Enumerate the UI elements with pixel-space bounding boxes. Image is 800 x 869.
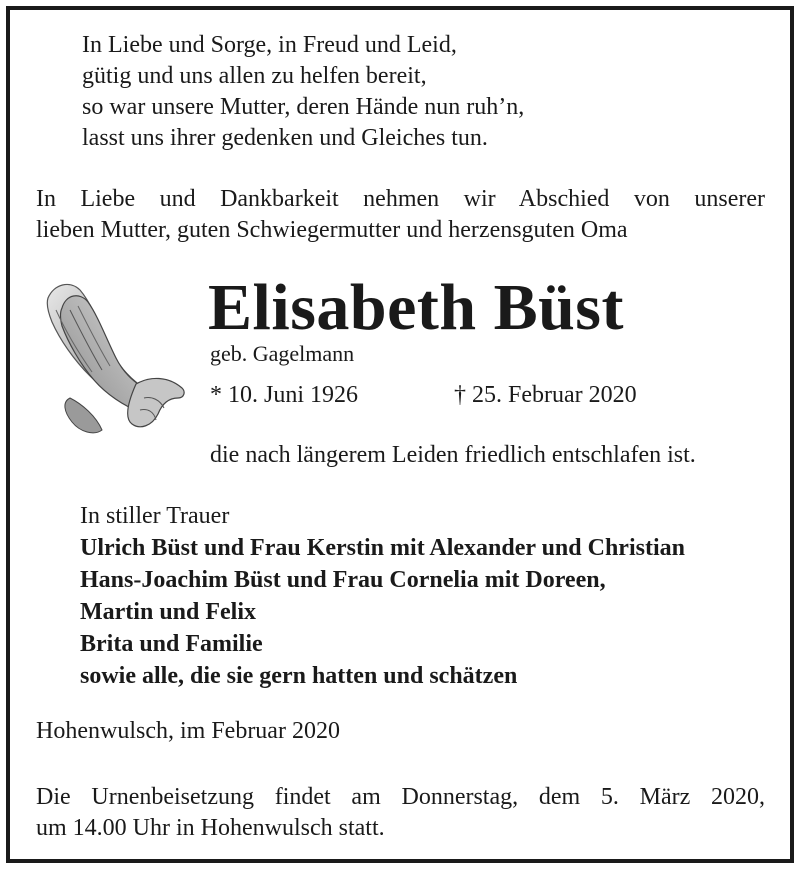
poem-line: In Liebe und Sorge, in Freud und Leid, bbox=[82, 32, 457, 58]
intro-line: In Liebe und Dankbarkeit nehmen wir Abschied von unserer bbox=[36, 186, 765, 212]
birth-date: * 10. Juni 1926 bbox=[210, 382, 359, 408]
mourner-line: Brita und Familie bbox=[80, 631, 263, 657]
birth-name: geb. Gagelmann bbox=[210, 341, 355, 366]
farewell-intro bbox=[36, 184, 765, 246]
poem-line: so war unsere Mutter, deren Hände nun ruh’n, bbox=[82, 94, 525, 120]
passing-text: die nach längerem Leiden friedlich entschlafen ist. bbox=[210, 442, 696, 468]
memorial-poem bbox=[82, 30, 524, 154]
mourners-block bbox=[80, 500, 685, 692]
burial-notice bbox=[36, 782, 765, 844]
intro-line: lieben Mutter, guten Schwiegermutter und herzensguten Oma bbox=[36, 217, 628, 243]
mourner-line: sowie alle, die sie gern hatten und schätzen bbox=[80, 663, 518, 689]
place-and-date: Hohenwulsch, im Februar 2020 bbox=[36, 718, 340, 744]
mourner-line: Martin und Felix bbox=[80, 599, 257, 625]
death-date: † 25. Februar 2020 bbox=[454, 382, 637, 408]
deceased-name: Elisabeth Büst bbox=[208, 271, 624, 344]
burial-line: Die Urnenbeisetzung findet am Donnerstag, dem 5. März 2020, bbox=[36, 784, 765, 810]
mourner-line: Ulrich Büst und Frau Kerstin mit Alexander und Christian bbox=[80, 535, 685, 561]
mourner-line: Hans-Joachim Büst und Frau Cornelia mit Doreen, bbox=[80, 567, 606, 593]
poem-line: gütig und uns allen zu helfen bereit, bbox=[82, 63, 427, 89]
mourners-heading: In stiller Trauer bbox=[80, 503, 230, 529]
praying-hands-icon bbox=[40, 280, 190, 442]
poem-line: lasst uns ihrer gedenken und Gleiches tun. bbox=[82, 125, 488, 151]
burial-line: um 14.00 Uhr in Hohenwulsch statt. bbox=[36, 815, 385, 841]
